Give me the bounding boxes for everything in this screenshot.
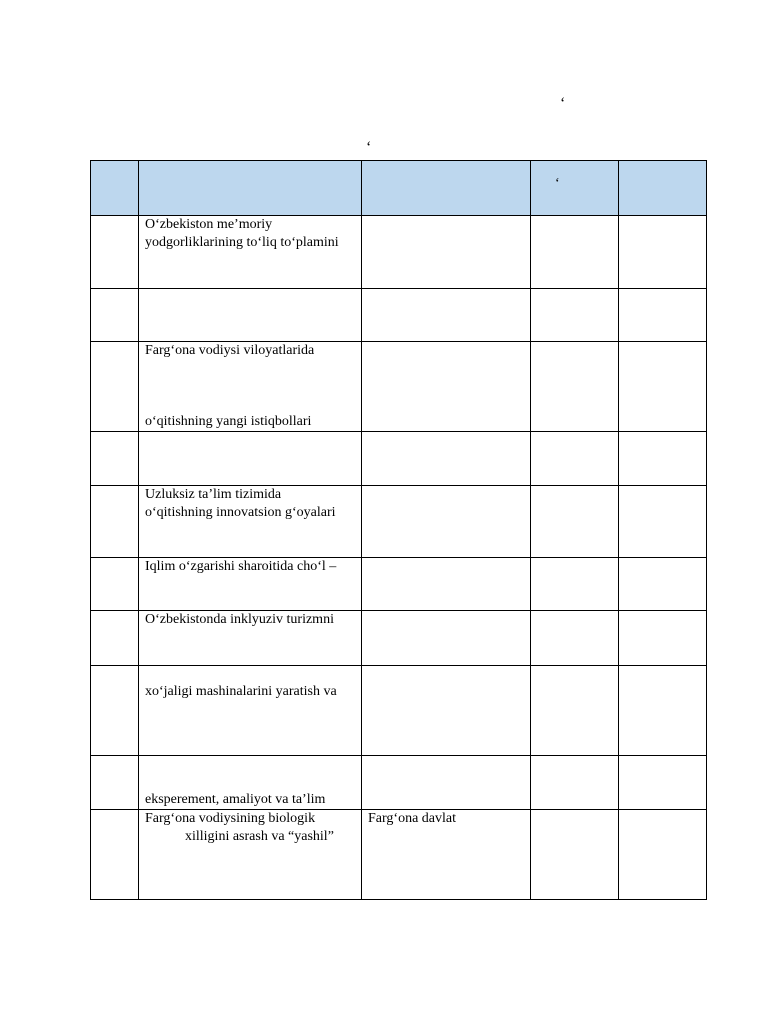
row-cell-5 — [619, 756, 707, 810]
row-cell-5 — [619, 289, 707, 342]
row-number-cell — [91, 611, 139, 666]
row-organization-text: Farg‘ona davlat — [368, 811, 456, 826]
row-title-line: eksperement, amaliyot va ta’lim — [145, 792, 326, 807]
row-title-cell — [139, 756, 362, 810]
row-cell-5 — [619, 666, 707, 756]
row-title-line: o‘qitishning yangi istiqbollari — [145, 414, 312, 429]
row-number-cell — [91, 216, 139, 289]
row-cell-4 — [531, 432, 619, 486]
table-row — [91, 486, 707, 558]
row-number-cell — [91, 810, 139, 900]
table-row — [91, 810, 707, 900]
header-cell-5 — [619, 161, 707, 216]
row-cell-5 — [619, 342, 707, 432]
row-organization-cell — [362, 486, 531, 558]
table-row — [91, 342, 707, 432]
row-title-line: Uzluksiz ta’lim tizimida — [145, 487, 282, 502]
row-title-cell — [139, 289, 362, 342]
row-cell-5 — [619, 486, 707, 558]
row-number-cell — [91, 666, 139, 756]
row-title-line: Farg‘ona vodiysining biologik — [145, 811, 316, 826]
row-title-line: O‘zbekistonda inklyuziv turizmni — [145, 612, 334, 627]
row-title-line: Iqlim o‘zgarishi sharoitida cho‘l – — [145, 559, 337, 574]
row-title-cell — [139, 558, 362, 611]
row-title-cell — [139, 216, 362, 289]
row-title-cell — [139, 432, 362, 486]
row-cell-5 — [619, 558, 707, 611]
table-row — [91, 666, 707, 756]
table-row — [91, 289, 707, 342]
row-number-cell — [91, 342, 139, 432]
quote-mark-top-right: ‘ — [560, 95, 566, 112]
header-quote-mark: ‘ — [555, 176, 560, 191]
row-cell-5 — [619, 432, 707, 486]
row-title-line: Farg‘ona vodiysi viloyatlarida — [145, 343, 315, 358]
row-cell-4 — [531, 756, 619, 810]
row-cell-5 — [619, 611, 707, 666]
header-cell-organization — [362, 161, 531, 216]
row-number-cell — [91, 289, 139, 342]
quote-mark-top-center: ‘ — [366, 139, 372, 156]
row-organization-cell — [362, 558, 531, 611]
row-organization-cell — [362, 342, 531, 432]
row-title-line: o‘qitishning innovatsion g‘oyalari — [145, 505, 336, 520]
row-cell-5 — [619, 810, 707, 900]
row-organization-cell — [362, 666, 531, 756]
row-cell-4 — [531, 666, 619, 756]
row-number-cell — [91, 432, 139, 486]
table-row — [91, 558, 707, 611]
row-title-cell — [139, 342, 362, 432]
row-number-cell — [91, 486, 139, 558]
row-organization-cell — [362, 432, 531, 486]
row-cell-4 — [531, 342, 619, 432]
table-row — [91, 611, 707, 666]
row-cell-4 — [531, 289, 619, 342]
table-header-row — [91, 161, 707, 216]
table-row — [91, 216, 707, 289]
header-cell-4 — [531, 161, 619, 216]
row-organization-cell — [362, 216, 531, 289]
header-cell-title — [139, 161, 362, 216]
row-cell-4 — [531, 611, 619, 666]
row-title-line: O‘zbekiston me’moriy — [145, 217, 273, 232]
row-organization-cell — [362, 289, 531, 342]
table-row — [91, 432, 707, 486]
row-organization-cell — [362, 611, 531, 666]
row-organization-cell — [362, 810, 531, 900]
row-title-cell — [139, 810, 362, 900]
row-title-line: xo‘jaligi mashinalarini yaratish va — [145, 684, 337, 699]
row-cell-4 — [531, 558, 619, 611]
row-number-cell — [91, 756, 139, 810]
header-cell-number — [91, 161, 139, 216]
row-title-line: yodgorliklarining to‘liq to‘plamini — [145, 235, 339, 250]
row-title-line: xilligini asrash va “yashil” — [185, 829, 334, 844]
projects-table — [90, 160, 707, 900]
row-title-cell — [139, 486, 362, 558]
row-cell-5 — [619, 216, 707, 289]
row-number-cell — [91, 558, 139, 611]
row-organization-cell — [362, 756, 531, 810]
row-cell-4 — [531, 810, 619, 900]
row-cell-4 — [531, 216, 619, 289]
row-cell-4 — [531, 486, 619, 558]
table-row — [91, 756, 707, 810]
row-title-cell — [139, 611, 362, 666]
row-title-cell — [139, 666, 362, 756]
